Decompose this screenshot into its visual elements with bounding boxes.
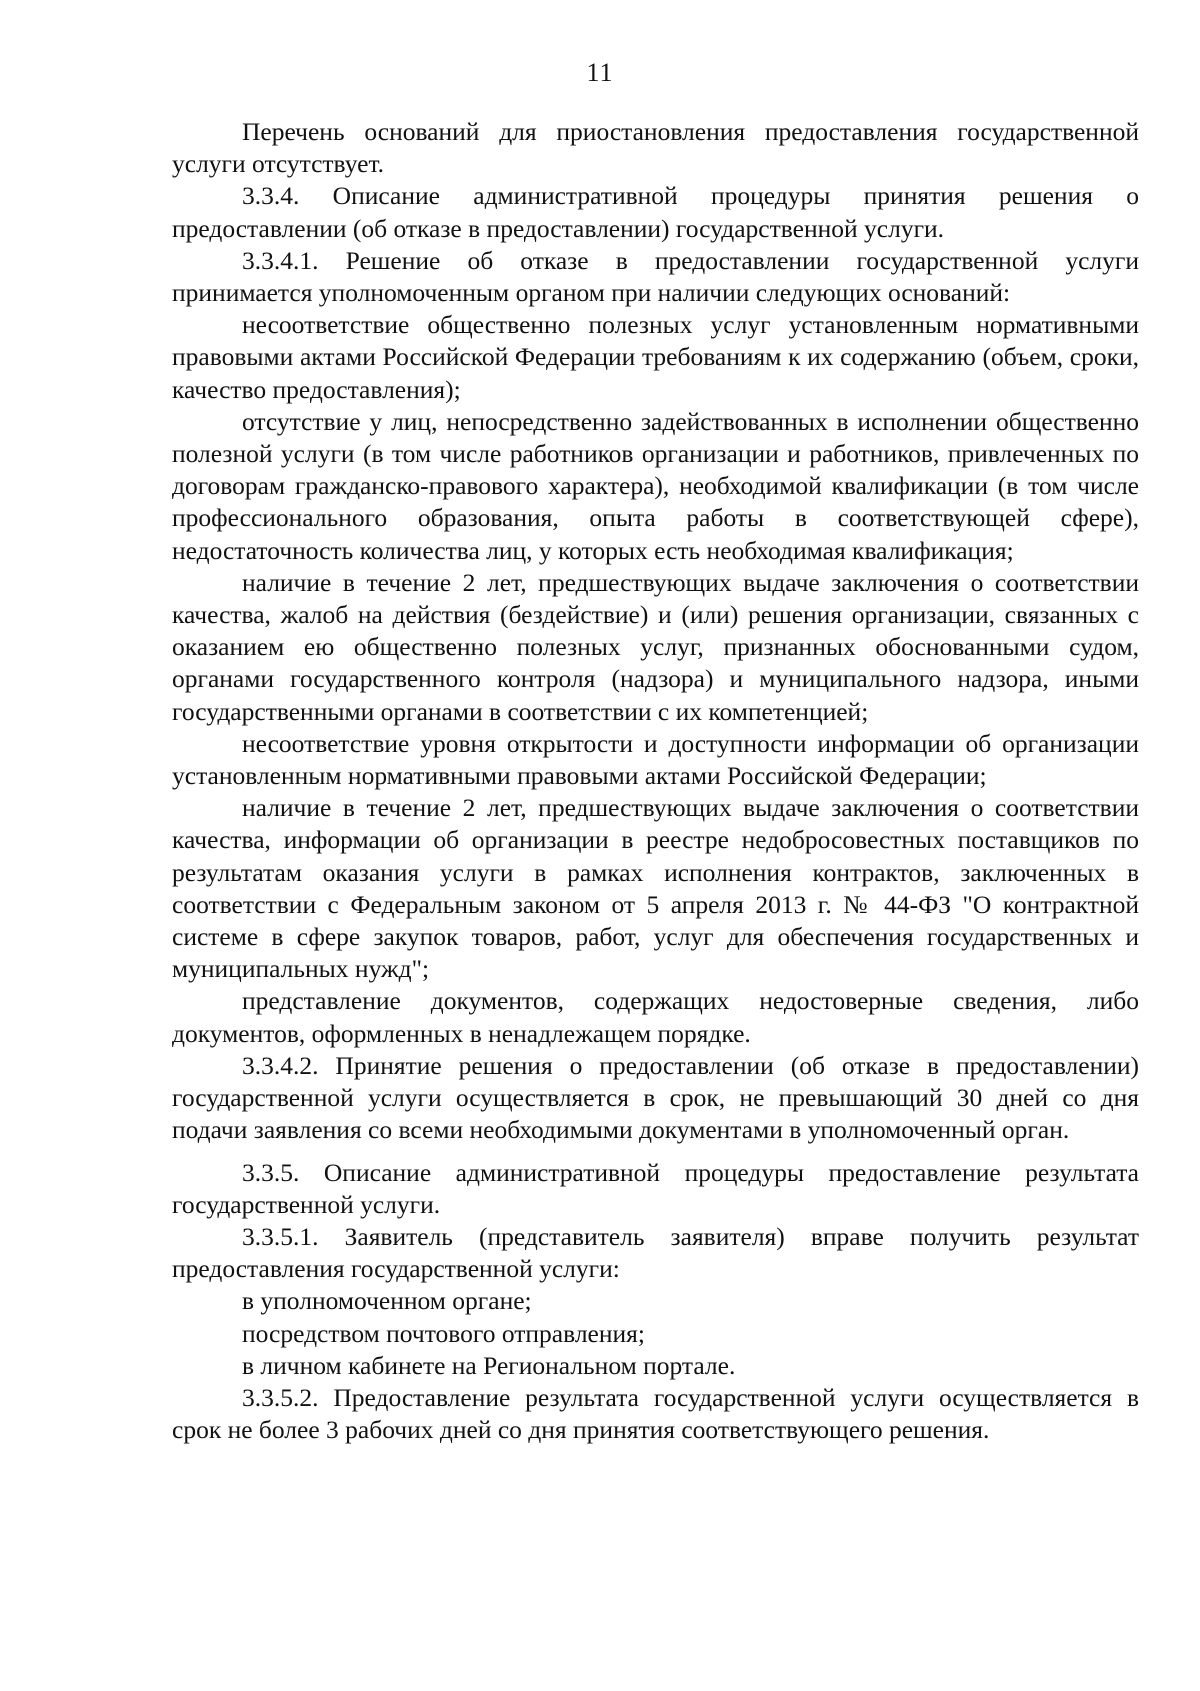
paragraph-3-3-5: 3.3.5. Описание административной процедуры предоставление результата государственной услуги. — [172, 1157, 1139, 1219]
paragraph-3-3-4: 3.3.4. Описание административной процедуры принятия решения о предоставлении (об отказе в предоставлении) государственной услуги. — [172, 181, 1139, 243]
refusal-ground-item: наличие в течение 2 лет, предшествующих выдаче заключения о соответствии качества, информации об организации в реестре недобросовестных поставщиков по результатам оказания услуги в рамках исполнения контрактов, заключенных в соответствии с Федеральным законом от 5 апреля 2013 г. № 44-ФЗ "О контрактной системе в сфере закупок товаров, работ, услуг для обеспечения государственных и муниципальных нужд"; — [172, 793, 1139, 984]
paragraph-3-3-5-2: 3.3.5.2. Предоставление результата государственной услуги осуществляется в срок не более 3 рабочих дней со дня принятия соответствующего решения. — [172, 1382, 1139, 1445]
refusal-ground-item: отсутствие у лиц, непосредственно задействованных в исполнении общественно полезной услуги (в том числе работников организации и работников, привлеченных по договорам гражданско-правового характера), необходимой квалификации (в том числе профессионального образования, опыта работы в соответствующей сфере), недостаточность количества лиц, у которых есть необходимая квалификация; — [172, 406, 1139, 565]
refusal-ground-item: представление документов, содержащих недостоверные сведения, либо документов, оформленных в ненадлежащем порядке. — [172, 986, 1139, 1048]
refusal-ground-item: наличие в течение 2 лет, предшествующих выдаче заключения о соответствии качества, жалоб на действия (бездействие) и (или) решения организации, связанных с оказанием ею общественно полезных услуг, признанных обоснованными судом, органами государственного контроля (надзора) и муниципального надзора, иными государственными органами в соответствии с их компетенцией; — [172, 567, 1139, 726]
document-body — [172, 116, 1139, 1446]
paragraph-3-3-5-1: 3.3.5.1. Заявитель (представитель заявителя) вправе получить результат предоставления государственной услуги: — [172, 1221, 1139, 1284]
paragraph-3-3-4-2: 3.3.4.2. Принятие решения о предоставлении (об отказе в предоставлении) государственной услуги осуществляется в срок, не превышающий 30 дней со дня подачи заявления со всеми необходимыми документами в уполномоченный орган. — [172, 1050, 1139, 1145]
refusal-ground-item: несоответствие общественно полезных услуг установленным нормативными правовыми актами Российской Федерации требованиям к их содержанию (объем, сроки, качество предоставления); — [172, 310, 1139, 404]
result-channel-item: в уполномоченном органе; — [242, 1286, 532, 1316]
paragraph-suspension-grounds: Перечень оснований для приостановления предоставления государственной услуги отсутствует. — [172, 117, 1139, 179]
result-channel-item: посредством почтового отправления; — [242, 1318, 645, 1348]
refusal-ground-item: несоответствие уровня открытости и доступности информации об организации установленным нормативными правовыми актами Российской Федерации; — [172, 728, 1139, 791]
page-number: 11 — [586, 58, 614, 87]
paragraph-3-3-4-1: 3.3.4.1. Решение об отказе в предоставлении государственной услуги принимается уполномоченным органом при наличии следующих оснований: — [172, 245, 1139, 308]
result-channel-item: в личном кабинете на Региональном портале. — [242, 1350, 736, 1380]
